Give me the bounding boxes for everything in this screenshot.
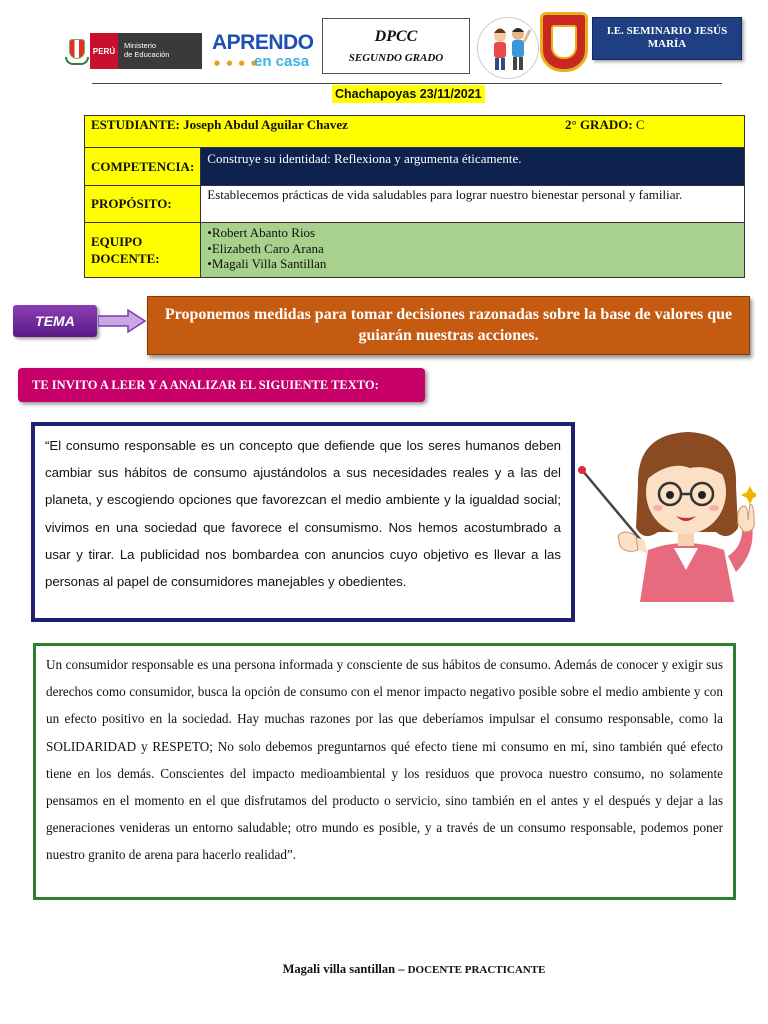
student-label: ESTUDIANTE:	[91, 117, 180, 132]
student-info-table	[84, 115, 745, 278]
purpose-label: PROPÓSITO:	[85, 186, 201, 223]
place-date: Chachapoyas 23/11/2021	[332, 85, 485, 103]
peru-coat-of-arms-icon	[64, 33, 90, 69]
purpose-row	[85, 186, 745, 223]
school-seal-icon	[540, 12, 588, 72]
competence-row	[85, 148, 745, 186]
ministry-label: Ministerio de Educación	[118, 33, 202, 69]
reading-instruction-banner: TE INVITO A LEER Y A ANALIZAR EL SIGUIENTE TEXTO:	[18, 368, 425, 402]
grade-value: C	[635, 117, 645, 132]
grade-label: 2° GRADO:	[565, 117, 633, 132]
peru-label: PERÚ	[90, 33, 118, 69]
teacher-pointer-illustration-icon	[578, 424, 756, 602]
teaching-team-list	[201, 223, 745, 278]
explanation-text-box: Un consumidor responsable es una persona informada y consciente de sus hábitos de consumo. Además de conocer y exigir sus derechos como consumidor, busca la opción de consumo con el menor impacto negativo posible sobre el medio ambiente y con un efecto positivo en la sociedad. Hay muchas razones por las que deberíamos impulsar el consumo responsable, como la SOLIDARIDAD y RESPETO; No solo debemos preguntarnos qué efecto tiene mi consumo en mí, sino también qué efecto tiene en los demás. Conscientes del impacto medioambiental y los residuos que provoca nuestro consumo, no solamente pensamos en el momento en el que disfrutamos del producto o servicio, sino también en el antes y el después y dejar a las generaciones venideras un entorno saludable; otro mundo es posible, y a través de un consumo responsable, podemos poner nuestro granito de arena para hacerlo realidad”.	[33, 643, 736, 900]
team-member: •Magali Villa Santillan	[207, 256, 327, 271]
minedu-logo	[64, 33, 202, 69]
team-member: •Robert Abanto Rios	[207, 225, 316, 240]
course-grade: SEGUNDO GRADO	[348, 52, 444, 64]
aprendo-logo-line1: APRENDO	[212, 31, 314, 54]
footer-separator: –	[395, 962, 408, 976]
footer-role: DOCENTE PRACTICANTE	[407, 964, 546, 976]
team-member: •Elizabeth Caro Arana	[207, 240, 324, 256]
footer-signature	[0, 962, 768, 977]
tema-label: TEMA	[13, 305, 97, 337]
students-illustration-icon	[477, 17, 539, 79]
school-name: I.E. SEMINARIO JESÚS MARÍA	[592, 17, 742, 60]
header-divider	[92, 83, 722, 84]
teaching-team-label: EQUIPO DOCENTE:	[85, 223, 201, 278]
aprendo-logo-line2: en casa	[254, 53, 310, 70]
competence-value: Construye su identidad: Reflexiona y argumenta éticamente.	[201, 148, 745, 186]
aprendo-en-casa-logo	[212, 31, 314, 72]
tema-text: Proponemos medidas para tomar decisiones razonadas sobre la base de valores que guiarán nuestras acciones.	[147, 296, 750, 355]
quote-text-box: “El consumo responsable es un concepto que defiende que los seres humanos deben cambiar sus hábitos de consumo ajustándolos a sus necesidades reales y a las del planeta, y escogiendo opciones que favorezcan el medio ambiente y la igualdad social; vivimos en una sociedad que favorece el consumismo. Nos hemos acostumbrado a usar y tirar. La publicidad nos bombardea con anuncios cuyo objetivo es llevar a las personas al papel de consumidores manejables y obedientes.	[31, 422, 575, 622]
course-box	[322, 18, 470, 74]
course-title: DPCC	[374, 28, 418, 45]
teaching-team-row	[85, 223, 745, 278]
student-name: Joseph Abdul Aguilar Chavez	[183, 117, 348, 132]
footer-teacher-name: Magali villa santillan	[282, 962, 396, 976]
purpose-value: Establecemos prácticas de vida saludables para lograr nuestro bienestar personal y familiar.	[201, 186, 745, 223]
logo-dots-icon: ● ● ● ●	[214, 59, 260, 67]
student-row	[85, 116, 745, 148]
arrow-right-icon	[98, 309, 146, 333]
competence-label: COMPETENCIA:	[85, 148, 201, 186]
